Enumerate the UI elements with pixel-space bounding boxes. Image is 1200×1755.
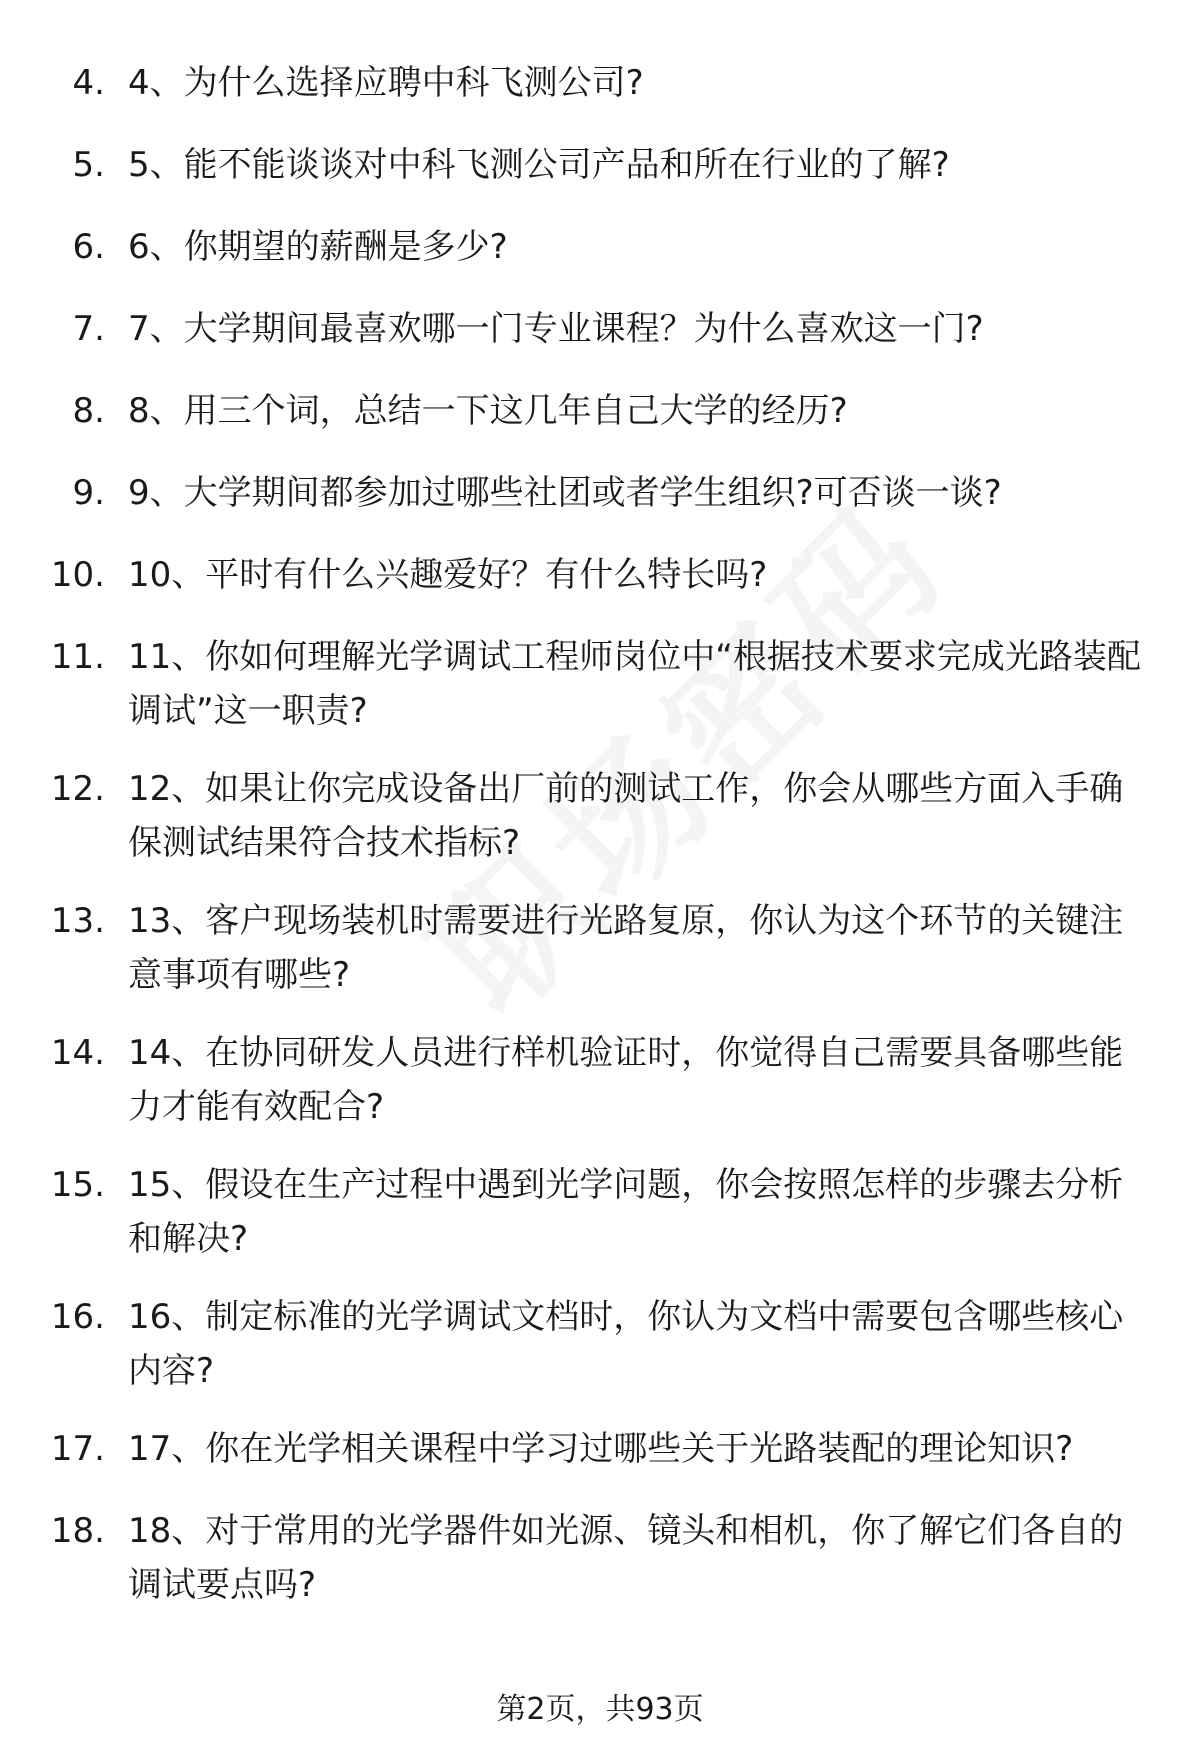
list-item-number: 10. xyxy=(50,555,105,595)
list-item-text: 8、用三个词，总结一下这几年自己大学的经历? xyxy=(128,391,848,431)
list-item-text: 7、大学期间最喜欢哪一门专业课程？为什么喜欢这一门? xyxy=(128,309,984,349)
list-item-text: 15、假设在生产过程中遇到光学问题，你会按照怎样的步骤去分析和解决? xyxy=(128,1165,1124,1259)
list-item xyxy=(0,548,1200,616)
list-item-number: 6. xyxy=(72,227,105,267)
list-item-text: 4、为什么选择应聘中科飞测公司? xyxy=(128,63,644,103)
list-item-number: 5. xyxy=(72,145,105,185)
list-item-text: 18、对于常用的光学器件如光源、镜头和相机，你了解它们各自的调试要点吗? xyxy=(128,1511,1124,1605)
list-item-text: 17、你在光学相关课程中学习过哪些关于光路装配的理论知识? xyxy=(128,1429,1074,1469)
list-item-number: 8. xyxy=(72,391,105,431)
list-item xyxy=(0,302,1200,370)
list-item xyxy=(0,1158,1200,1276)
list-item-number: 7. xyxy=(72,309,105,349)
list-item-number: 9. xyxy=(72,473,105,513)
list-item-text: 11、你如何理解光学调试工程师岗位中“根据技术要求完成光路装配调试”这一职责? xyxy=(128,637,1141,731)
question-list xyxy=(0,56,1200,1636)
list-item-number: 4. xyxy=(72,63,105,103)
page-number-footer: 第2页，共93页 xyxy=(496,1692,704,1727)
list-item-number: 15. xyxy=(50,1165,105,1205)
list-item-number: 18. xyxy=(50,1511,105,1551)
list-item xyxy=(0,1290,1200,1408)
list-item-text: 12、如果让你完成设备出厂前的测试工作，你会从哪些方面入手确保测试结果符合技术指标? xyxy=(128,769,1124,863)
list-item-number: 13. xyxy=(50,901,105,941)
list-item xyxy=(0,1422,1200,1490)
list-item-number: 16. xyxy=(50,1297,105,1337)
list-item-text: 5、能不能谈谈对中科飞测公司产品和所在行业的了解? xyxy=(128,145,950,185)
list-item xyxy=(0,1504,1200,1622)
list-item-number: 12. xyxy=(50,769,105,809)
list-item-text: 9、大学期间都参加过哪些社团或者学生组织?可否谈一谈? xyxy=(128,473,1002,513)
list-item-number: 17. xyxy=(50,1429,105,1469)
list-item xyxy=(0,220,1200,288)
list-item xyxy=(0,894,1200,1012)
list-item-text: 13、客户现场装机时需要进行光路复原，你认为这个环节的关键注意事项有哪些? xyxy=(128,901,1124,995)
list-item-text: 14、在协同研发人员进行样机验证时，你觉得自己需要具备哪些能力才能有效配合? xyxy=(128,1033,1124,1127)
list-item xyxy=(0,762,1200,880)
list-item-text: 16、制定标准的光学调试文档时，你认为文档中需要包含哪些核心内容? xyxy=(128,1297,1124,1391)
list-item xyxy=(0,138,1200,206)
list-item xyxy=(0,1026,1200,1144)
list-item xyxy=(0,466,1200,534)
list-item xyxy=(0,56,1200,124)
list-item xyxy=(0,384,1200,452)
list-item-text: 10、平时有什么兴趣爱好？有什么特长吗? xyxy=(128,555,768,595)
list-item-text: 6、你期望的薪酬是多少? xyxy=(128,227,508,267)
list-item-number: 11. xyxy=(50,637,105,677)
list-item xyxy=(0,630,1200,748)
list-item-number: 14. xyxy=(50,1033,105,1073)
